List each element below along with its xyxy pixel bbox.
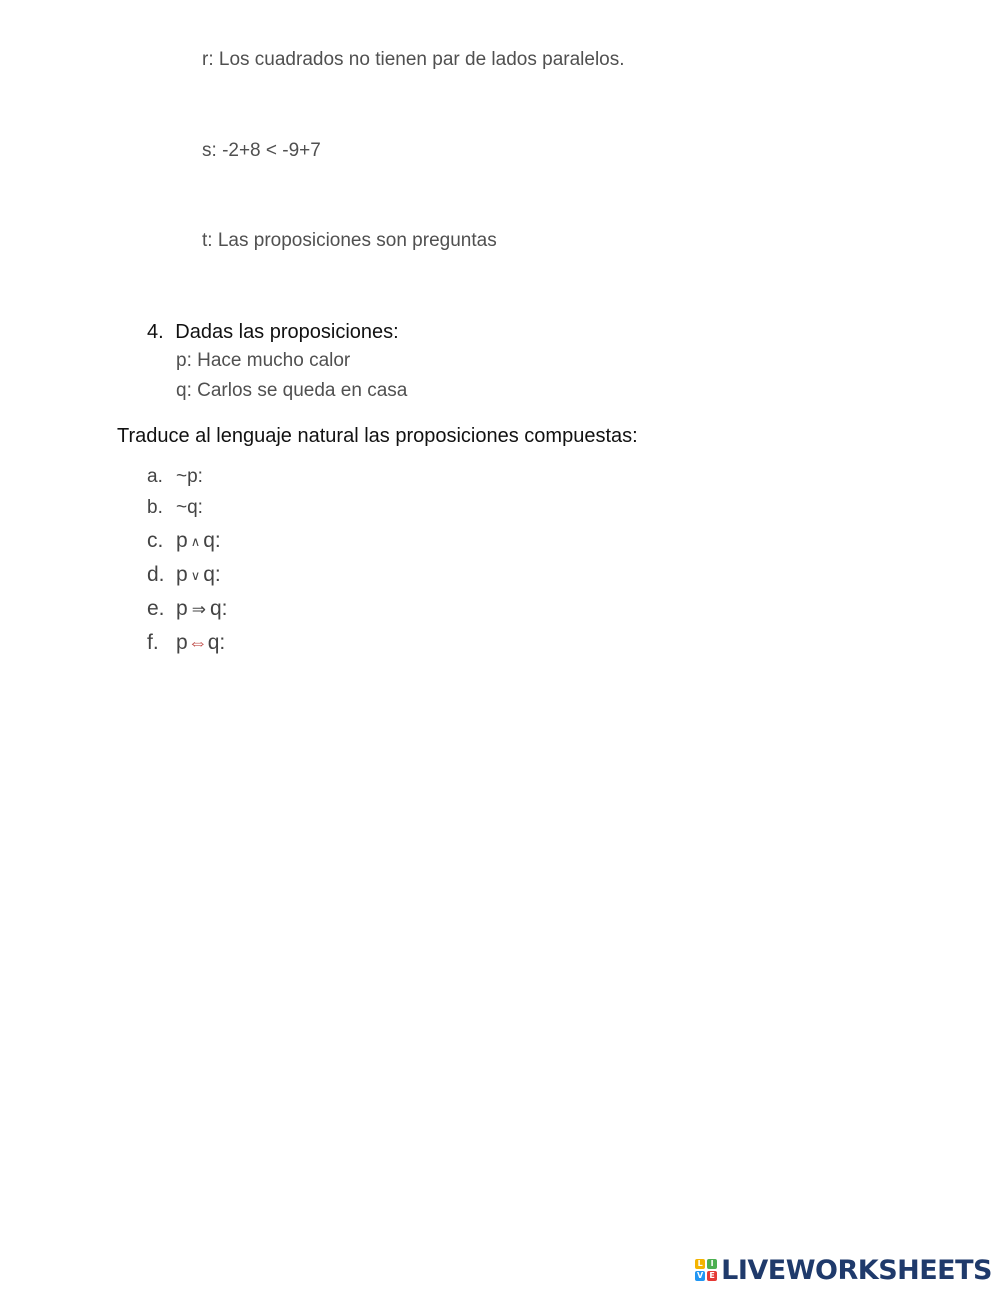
- proposition-label: r:: [202, 49, 214, 70]
- proposition-label: t:: [202, 230, 213, 251]
- item-text: ~q:: [176, 497, 203, 518]
- given-text: Hace mucho calor: [197, 350, 351, 371]
- proposition-text: Las proposiciones son preguntas: [217, 230, 497, 251]
- item-right: q:: [207, 631, 226, 654]
- item-text: [176, 529, 221, 555]
- and-symbol: ∧: [190, 534, 201, 549]
- instruction: Traduce al lenguaje natural las proposiciones compuestas:: [117, 425, 638, 447]
- iff-symbol: ⇔: [187, 632, 208, 654]
- item-right: q:: [203, 529, 221, 552]
- logo-cell: L: [695, 1259, 705, 1269]
- item-left: p: [176, 529, 188, 552]
- given-label: p:: [176, 350, 192, 371]
- logo-grid-icon: [695, 1259, 717, 1281]
- proposition-label: s:: [202, 140, 217, 161]
- question-title: Dadas las proposiciones:: [175, 321, 399, 343]
- logo-cell: I: [707, 1259, 717, 1269]
- item-marker: c.: [147, 529, 164, 552]
- item-right: q:: [209, 597, 228, 620]
- given-proposition-p: [176, 349, 350, 373]
- item-text: [176, 597, 227, 622]
- item-text: [176, 631, 225, 655]
- item-left: p: [176, 597, 188, 620]
- item-marker: b.: [147, 497, 163, 518]
- or-symbol: ∨: [190, 568, 201, 583]
- item-right: q:: [203, 563, 221, 586]
- item-left: p: [176, 563, 188, 586]
- given-text: Carlos se queda en casa: [197, 380, 408, 401]
- item-marker: e.: [147, 597, 165, 620]
- item-marker: f.: [147, 631, 159, 654]
- proposition-text: -2+8 < -9+7: [222, 140, 321, 161]
- proposition-r: [202, 48, 625, 72]
- item-marker: a.: [147, 466, 163, 487]
- item-left: p: [176, 631, 188, 654]
- item-text: ~p:: [176, 466, 203, 487]
- given-label: q:: [176, 380, 192, 401]
- logo-cell: V: [697, 1271, 704, 1280]
- logo-cell: E: [707, 1271, 717, 1281]
- implies-symbol: ⇒: [191, 600, 206, 619]
- liveworksheets-logo: [695, 1254, 992, 1286]
- question-4-heading: [147, 320, 399, 344]
- item-text: [176, 563, 221, 589]
- item-marker: d.: [147, 563, 165, 586]
- proposition-s: [202, 139, 321, 163]
- question-number: 4.: [147, 321, 164, 343]
- proposition-t: [202, 229, 497, 253]
- proposition-text: Los cuadrados no tienen par de lados paralelos.: [218, 49, 625, 70]
- given-proposition-q: [176, 379, 407, 403]
- logo-text: LIVEWORKSHEETS: [721, 1254, 992, 1286]
